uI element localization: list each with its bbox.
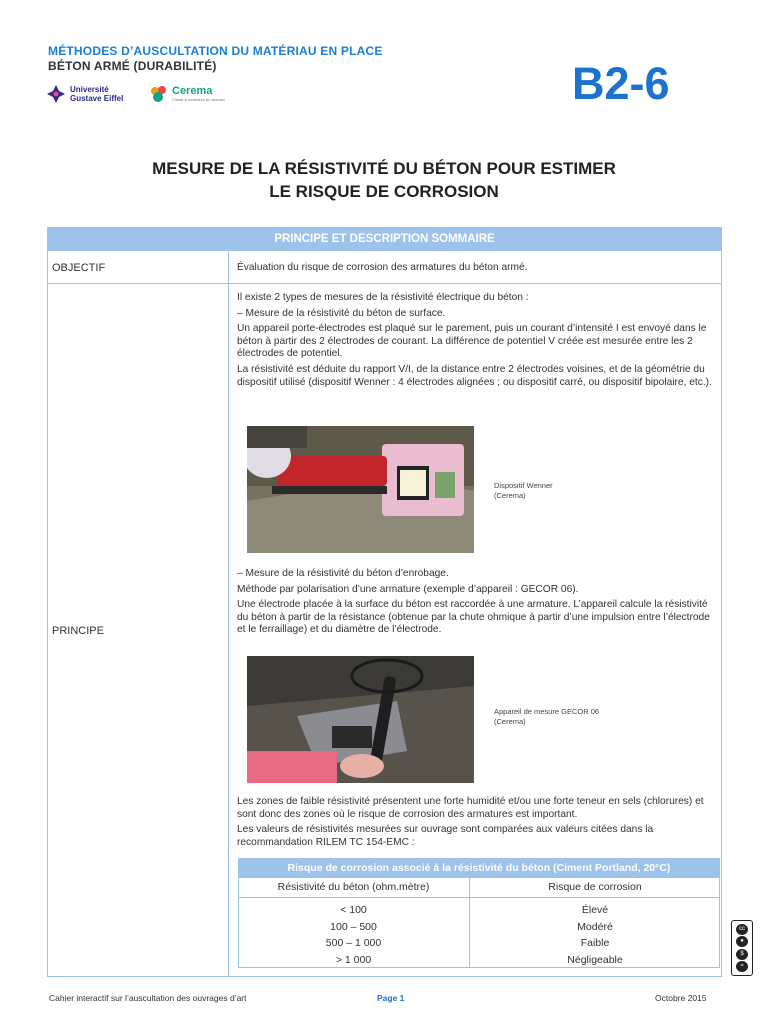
paragraph: – Mesure de la résistivité du béton de surface. — [237, 307, 446, 319]
univ-logo-icon — [46, 84, 66, 104]
univ-logo-line1: Université — [70, 85, 109, 94]
cc-license-badge — [731, 920, 753, 976]
paragraph: – Mesure de la résistivité du béton d’enrobage. — [237, 568, 449, 579]
footer-page-number: Page 1 — [377, 993, 405, 1003]
objectif-text: Évaluation du risque de corrosion des armatures du béton armé. — [237, 262, 528, 273]
by-icon: ● — [736, 936, 748, 947]
table-left-border — [47, 251, 48, 977]
series-title: MÉTHODES D’AUSCULTATION DU MATÉRIAU EN PLACE — [48, 44, 383, 58]
paragraph: Une électrode placée à la surface du béton est raccordée à une armature. L’appareil calcule la résistivité du béton à partir de la résistance (obtenue par la chute ohmique à partir d’une impulsion entre l’électrode et le ferraillage) et du diamètre de l’électrode. — [237, 599, 710, 636]
table-column-divider — [228, 251, 229, 977]
paragraph: Méthode par polarisation d’une armature (exemple d’appareil : GECOR 06). — [237, 583, 579, 595]
caption-line: (Cerema) — [494, 716, 526, 726]
caption-wenner — [494, 481, 553, 500]
caption-line: (Cerema) — [494, 490, 526, 500]
wenner-device-photo — [247, 426, 474, 553]
risk-table-risk-cells — [470, 902, 720, 968]
series-subtitle: BÉTON ARMÉ (DURABILITÉ) — [48, 59, 217, 73]
table-right-border — [721, 251, 722, 977]
table-cell: Négligeable — [567, 953, 623, 966]
table-cell: > 1 000 — [335, 953, 372, 966]
table-cell: 100 – 500 — [330, 920, 377, 933]
table-cell: 500 – 1 000 — [325, 937, 382, 949]
title-line-2: LE RISQUE DE CORROSION — [269, 182, 499, 201]
cerema-logo-name: Cerema — [172, 85, 213, 97]
principe-para3 — [237, 796, 719, 852]
paragraph: Un appareil porte-électrodes est plaqué sur le parement, puis un courant d’intensité I est envoyé dans le béton à partir des 2 électrodes de courant. La différence de potentiel V créée est mesurée entre les 2 électrodes de potentiel. — [237, 323, 707, 360]
risk-table-col1-header: Résistivité du béton (ohm.mètre) — [277, 881, 430, 893]
table-cell: Modéré — [577, 920, 613, 933]
univ-gustave-eiffel-logo — [46, 84, 123, 104]
gecor-device-photo — [247, 656, 474, 783]
section-banner: PRINCIPE ET DESCRIPTION SOMMAIRE — [47, 227, 722, 251]
principe-para2 — [237, 568, 719, 640]
sheet-code: B2-6 — [572, 58, 670, 109]
footer-publication: Cahier interactif sur l’auscultation des ouvrages d’art — [49, 993, 247, 1003]
table-cell: < 100 — [340, 904, 367, 916]
footer-date: Octobre 2015 — [655, 993, 707, 1003]
cc-icon: cc — [736, 924, 748, 935]
paragraph: Les zones de faible résistivité présentent une forte humidité et/ou une forte teneur en sels (chlorures) et sont donc des zones où le risque de corrosion des armatures est important. — [237, 796, 704, 820]
risk-table-title: Risque de corrosion associé à la résistivité du béton (Ciment Portland, 20°C) — [238, 858, 720, 878]
nc-icon: $ — [736, 949, 748, 960]
principe-para1 — [237, 292, 719, 392]
cerema-logo-tag: Climat & territoires de demain — [172, 97, 225, 102]
risk-table-header-divider — [238, 897, 720, 898]
table-cell: Élevé — [581, 904, 609, 916]
caption-gecor — [494, 707, 599, 726]
title-line-1: MESURE DE LA RÉSISTIVITÉ DU BÉTON POUR ESTIMER — [152, 159, 616, 178]
principe-label: PRINCIPE — [52, 625, 104, 637]
paragraph: La résistivité est déduite du rapport V/I, de la distance entre 2 électrodes voisines, et de la géométrie du dispositif utilisé (dispositif Wenner : 4 électrodes alignées ; ou dispositif carré, ou dispositif bipolaire, etc.). — [237, 363, 712, 388]
caption-line: Dispositif Wenner — [494, 481, 553, 490]
risk-table-resistivity-cells — [238, 902, 469, 968]
caption-line: Appareil de mesure GECOR 06 — [494, 707, 600, 716]
table-cell: Faible — [580, 937, 610, 949]
paragraph: Les valeurs de résistivités mesurées sur ouvrage sont comparées aux valeurs citées dans la recommandation RILEM TC 154-EMC : — [237, 824, 654, 848]
univ-logo-line2: Gustave Eiffel — [70, 94, 124, 103]
objectif-label: OBJECTIF — [52, 262, 106, 274]
cerema-logo-icon — [149, 84, 169, 104]
paragraph: Il existe 2 types de mesures de la résistivité électrique du béton : — [237, 292, 529, 303]
risk-table-col2-header: Risque de corrosion — [548, 881, 642, 893]
row-divider — [47, 283, 722, 284]
table-bottom-border — [47, 976, 722, 977]
page-title — [0, 157, 768, 203]
cerema-logo — [149, 84, 225, 104]
nd-icon: = — [736, 961, 748, 972]
